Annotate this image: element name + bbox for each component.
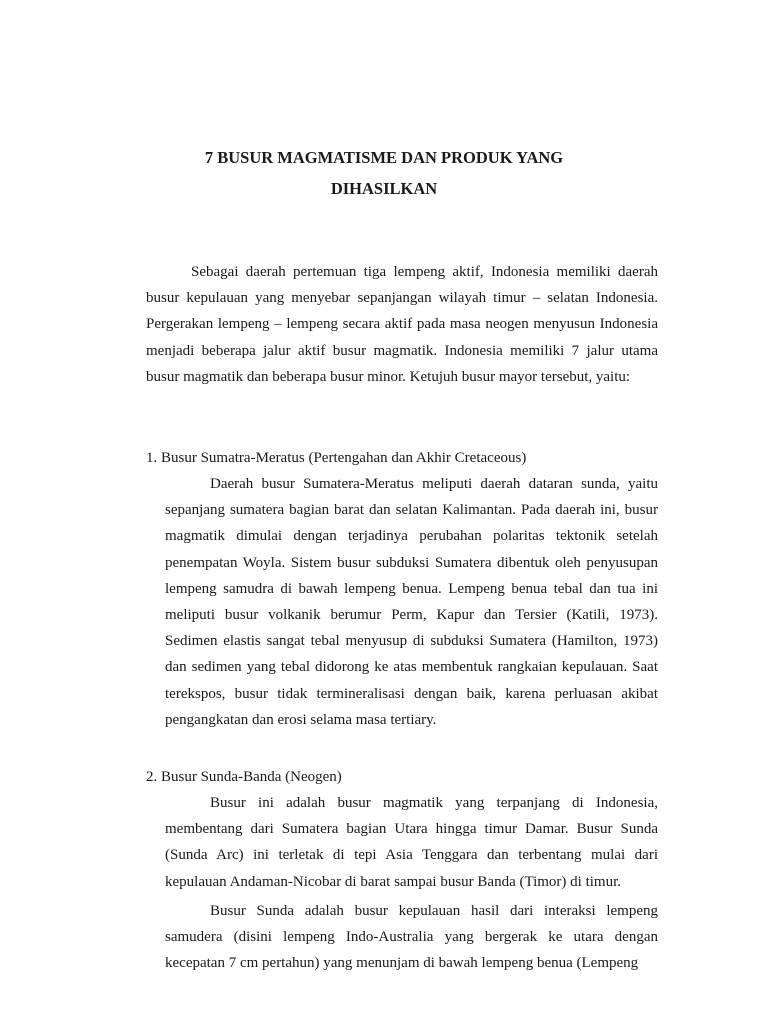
section-2-heading: 2. Busur Sunda-Banda (Neogen) [146,769,342,785]
document-title-line-2: DIHASILKAN [330,179,438,198]
section-1-paragraph: Daerah busur Sumatera-Meratus meliputi daerah dataran sunda, yaitu sepanjang sumatera bagian barat dan selatan Kalimantan. Pada daerah ini, busur magmatik dimulai dengan terjadinya perubahan polaritas tektonik setelah penempatan Woyla. Sistem busur subduksi Sumatera dibentuk oleh penyusupan lempeng samudra di bawah lempeng benua. Lempeng benua tebal dan tua ini meliputi busur volkanik berumur Perm, Kapur dan Tersier (Katili, 1973). Sedimen elastis sangat tebal menyusup di subduksi Sumatera (Hamilton, 1973) dan sedimen yang tebal didorong ke atas membentuk rangkaian kepulauan. Saat terekspos, busur tidak termineralisasi dengan baik, karena perluasan akibat pengangkatan dan erosi selama masa tertiary. [165,476,658,728]
section-2-paragraph-1: Busur ini adalah busur magmatik yang terpanjang di Indonesia, membentang dari Sumatera bagian Utara hingga timur Damar. Busur Sunda (Sunda Arc) ini terletak di tepi Asia Tenggara dan terbentang mulai dari kepulauan Andaman-Nicobar di barat sampai busur Banda (Timor) di timur. [165,795,658,890]
section-2-paragraph-2: Busur Sunda adalah busur kepulauan hasil dari interaksi lempeng samudera (disini lempeng Indo-Australia yang bergerak ke utara dengan kecepatan 7 cm pertahun) yang menunjam di bawah lempeng benua (Lempeng [165,903,658,972]
section-1-heading: 1. Busur Sumatra-Meratus (Pertengahan dan Akhir Cretaceous) [146,450,527,466]
document-title-line-1: 7 BUSUR MAGMATISME DAN PRODUK YANG [204,148,564,167]
intro-paragraph: Sebagai daerah pertemuan tiga lempeng aktif, Indonesia memiliki daerah busur kepulauan yang menyebar sepanjangan wilayah timur – selatan Indonesia. Pergerakan lempeng – lempeng secara aktif pada masa neogen menyusun Indonesia menjadi beberapa jalur aktif busur magmatik. Indonesia memiliki 7 jalur utama busur magmatik dan beberapa busur minor. Ketujuh busur mayor tersebut, yaitu: [146,264,658,385]
